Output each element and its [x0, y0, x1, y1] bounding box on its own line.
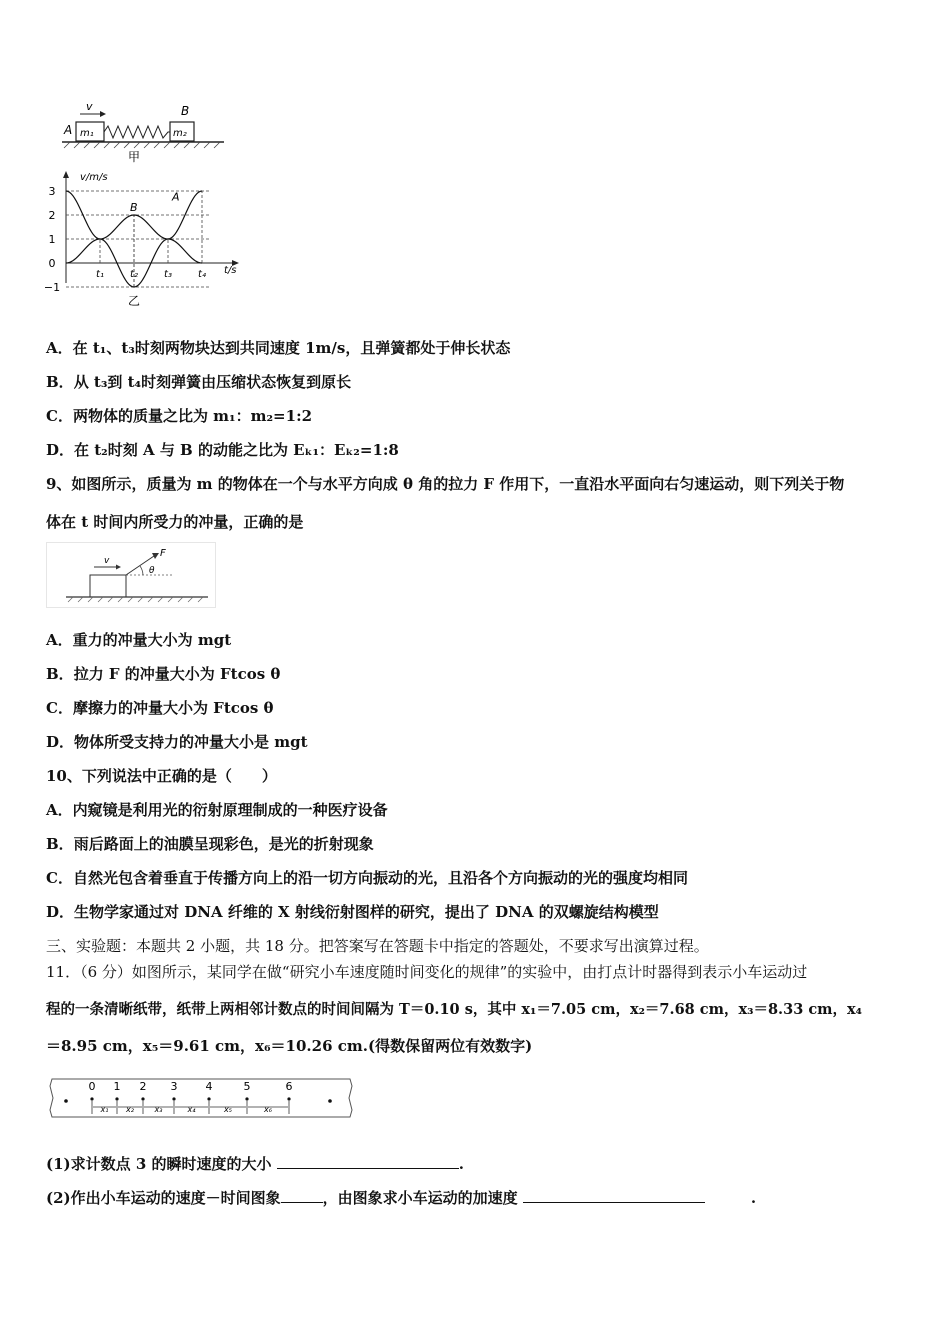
y-tick-label: 1: [48, 233, 56, 246]
x-axis-label: t/s: [224, 265, 237, 276]
x-tick-label: t₄: [198, 269, 206, 280]
tape-segment-label: x₂: [126, 1105, 134, 1114]
q9-label-v: v: [104, 556, 110, 566]
y-tick-label: −1: [44, 281, 61, 294]
label-A: A: [64, 123, 73, 137]
tape-dot: [90, 1097, 93, 1100]
y-axis-label: v/m/s: [80, 172, 108, 183]
q10-option-c: C．自然光包含着垂直于传播方向上的沿一切方向振动的光，且沿各个方向振动的光的强度均相同: [46, 869, 688, 887]
q11-sub1: (1)求计数点 3 的瞬时速度的大小 .: [46, 1155, 464, 1173]
tape-segment-label: x₄: [187, 1105, 196, 1114]
y-tick-label: 3: [48, 185, 56, 198]
x-tick-label: t₃: [164, 269, 172, 280]
q10-stem: 10、下列说法中正确的是（ ）: [46, 767, 277, 785]
q10-option-d: D．生物学家通过对 DNA 纤维的 X 射线衍射图样的研究，提出了 DNA 的双螺旋结构模型: [46, 903, 659, 921]
tape-segment-label: x₆: [264, 1105, 272, 1114]
tape-point-label: 4: [205, 1080, 213, 1093]
tape-point-label: 3: [170, 1080, 178, 1093]
tape-dot: [207, 1097, 210, 1100]
tape-segment-label: x₃: [154, 1105, 163, 1114]
caption-yi: 乙: [127, 294, 141, 308]
label-m2: m₂: [173, 128, 187, 139]
figure-jia: [58, 98, 230, 164]
label-B: B: [181, 104, 190, 118]
curve-label-B: B: [130, 201, 138, 214]
q9-stem-2: 体在 t 时间内所受力的冲量，正确的是: [46, 513, 304, 531]
q11-sub2: (2)作出小车运动的速度－时间图象 ，由图象求小车运动的加速度 .: [46, 1189, 757, 1207]
section-3-heading: 三、实验题：本题共 2 小题，共 18 分。把答案写在答题卡中指定的答题处，不要求写出演算过程。: [46, 937, 709, 955]
q9-option-a: A．重力的冲量大小为 mgt: [46, 631, 232, 649]
figure-q9: [46, 542, 216, 608]
tape-segment-label: x₅: [224, 1105, 232, 1114]
answer-blank-1[interactable]: [277, 1154, 459, 1169]
q9-option-b: B．拉力 F 的冲量大小为 Ftcos θ: [46, 665, 281, 683]
tape-dot: [287, 1097, 290, 1100]
q10-option-b: B．雨后路面上的油膜呈现彩色，是光的折射现象: [46, 835, 374, 853]
q9-stem-1: 9、如图所示，质量为 m 的物体在一个与水平方向成 θ 角的拉力 F 作用下，一直沿水平面向右匀速运动，则下列关于物: [46, 475, 845, 493]
tape-point-label: 5: [243, 1080, 251, 1093]
tape-dot: [245, 1097, 248, 1100]
figure-yi-chart: [44, 166, 256, 312]
x-tick-label: t₁: [96, 269, 104, 280]
q11-line-3: ＝8.95 cm，x₅＝9.61 cm，x₆＝10.26 cm.(得数保留两位有效数字): [46, 1037, 533, 1055]
caption-jia: 甲: [128, 150, 141, 164]
q9-option-d: D．物体所受支持力的冲量大小是 mgt: [46, 733, 308, 751]
tape-segment-label: x₁: [100, 1105, 109, 1114]
q8-option-c: C．两物体的质量之比为 m₁：m₂=1:2: [46, 407, 313, 425]
q10-option-a: A．内窥镜是利用光的衍射原理制成的一种医疗设备: [46, 801, 388, 819]
q8-option-d: D．在 t₂时刻 A 与 B 的动能之比为 Eₖ₁：Eₖ₂=1:8: [46, 441, 399, 459]
spring: [104, 126, 170, 138]
q11-line-1: 11．（6 分）如图所示，某同学在做“研究小车速度随时间变化的规律”的实验中，由打点计时器得到表示小车运动过: [46, 963, 808, 981]
answer-blank-2[interactable]: [281, 1188, 323, 1203]
y-tick-label: 2: [48, 209, 56, 222]
tape-dot: [172, 1097, 175, 1100]
q9-label-theta: θ: [149, 566, 155, 576]
q8-option-b: B．从 t₃到 t₄时刻弹簧由压缩状态恢复到原长: [46, 373, 352, 391]
label-v: v: [86, 100, 93, 113]
q11-line-2: 程的一条清晰纸带，纸带上两相邻计数点的时间间隔为 T＝0.10 s，其中 x₁＝7.05 cm，x₂＝7.68 cm，x₃＝8.33 cm，x₄: [46, 1001, 862, 1018]
q9-label-F: F: [160, 548, 166, 559]
y-tick-label: 0: [48, 257, 56, 270]
label-m1: m₁: [80, 128, 94, 139]
tape-point-label: 6: [285, 1080, 293, 1093]
tape-dot: [141, 1097, 144, 1100]
q8-option-a: A．在 t₁、t₃时刻两物块达到共同速度 1m/s，且弹簧都处于伸长状态: [46, 339, 511, 357]
tape-point-label: 0: [88, 1080, 96, 1093]
figure-paper-tape: [46, 1076, 354, 1120]
tape-point-label: 1: [113, 1080, 121, 1093]
x-tick-label: t₂: [130, 269, 138, 280]
q9-option-c: C．摩擦力的冲量大小为 Ftcos θ: [46, 699, 274, 717]
answer-blank-3[interactable]: [523, 1188, 705, 1203]
curve-label-A: A: [172, 190, 180, 204]
tape-point-label: 2: [139, 1080, 147, 1093]
y-axis-arrow: [63, 171, 69, 178]
tape-dot: [115, 1097, 118, 1100]
